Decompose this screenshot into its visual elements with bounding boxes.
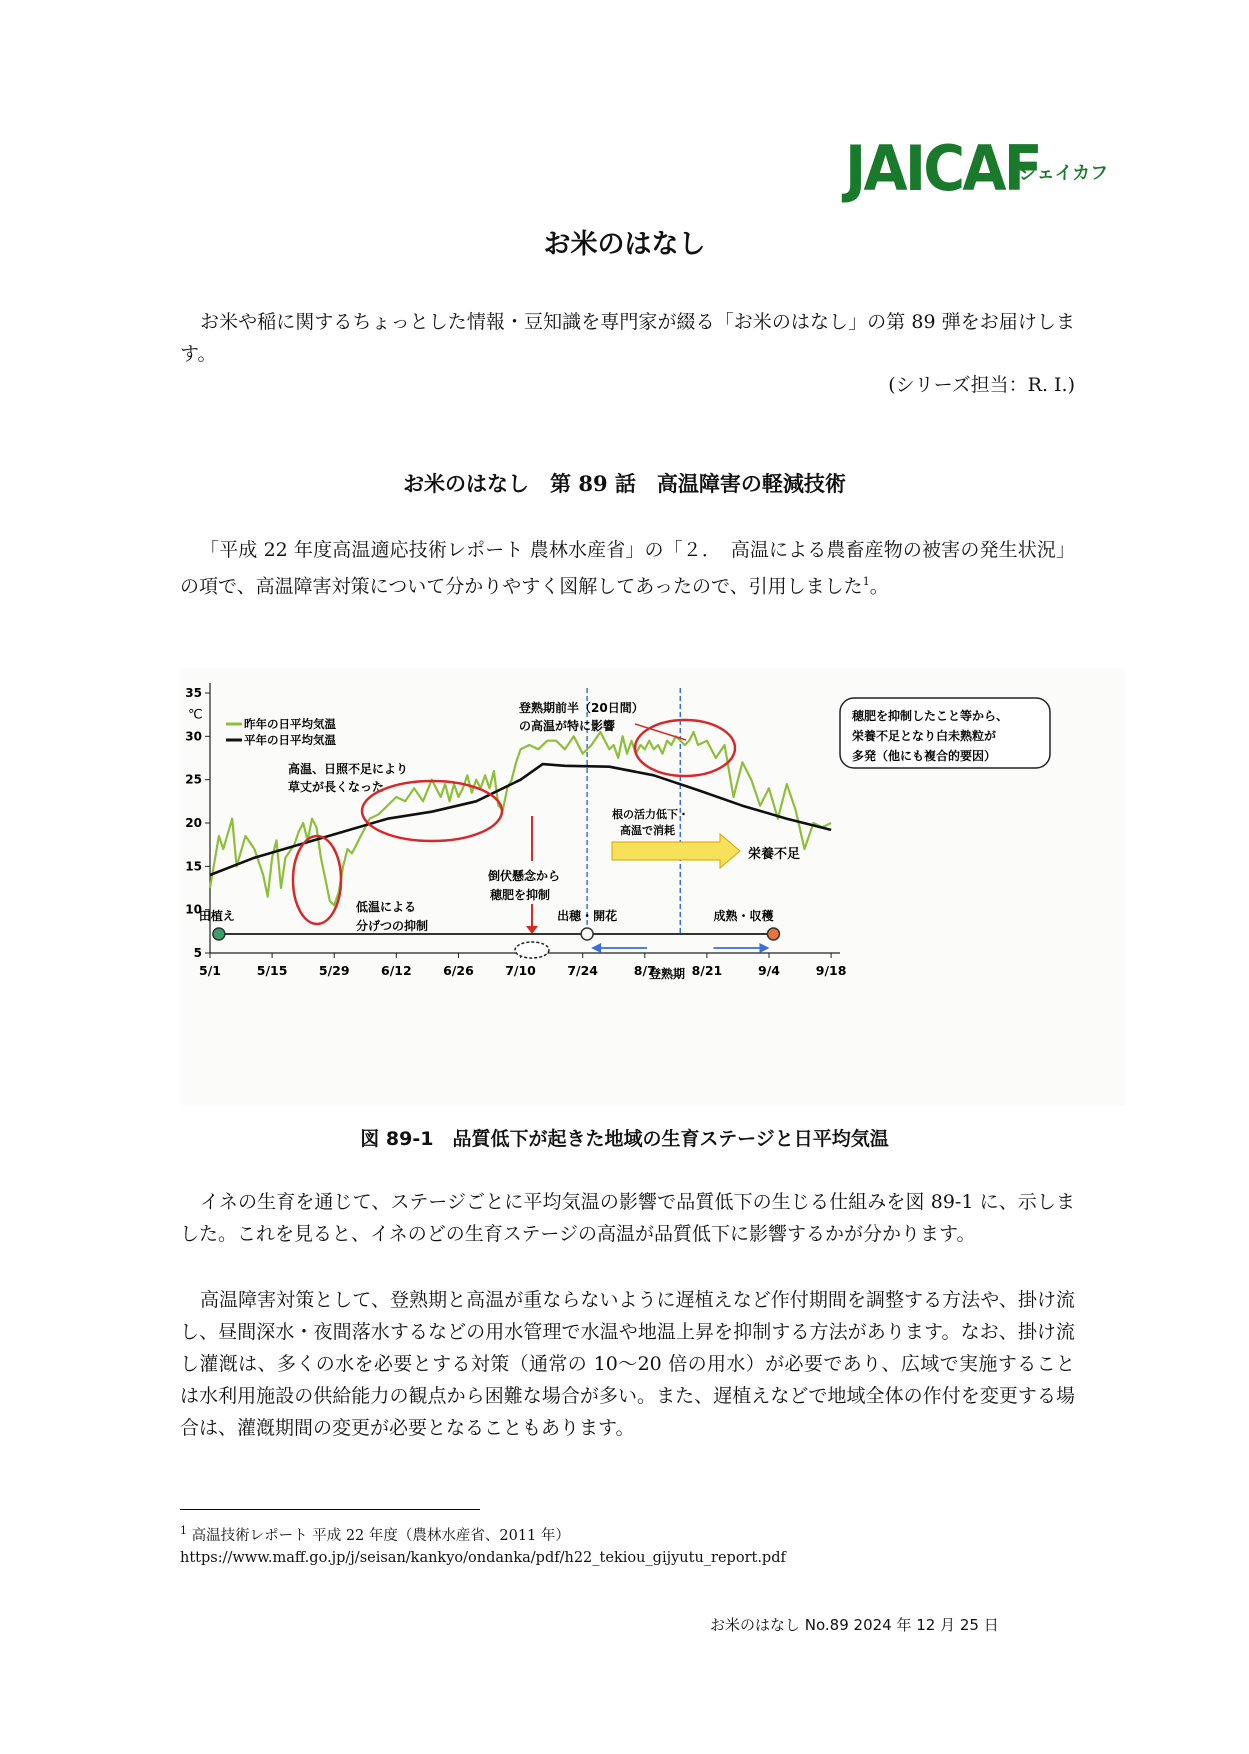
annotation-lodging-line2: 穂肥を抑制 — [490, 888, 551, 902]
annotation-box-line2: 栄養不足となり白未熟粒が — [852, 729, 997, 743]
annotation-heat-first-half-line2: の高温が特に影響 — [519, 719, 616, 733]
logo-kana: ジェイカフ — [1019, 163, 1109, 184]
x-tick-label: 7/10 — [505, 963, 536, 978]
topdress-marker — [515, 942, 549, 958]
jaicaf-logo — [845, 132, 1115, 205]
y-tick-label: 30 — [185, 729, 202, 744]
quote-end: 。 — [869, 575, 889, 598]
x-tick-label: 5/15 — [256, 963, 288, 978]
quote-text: 「平成 22 年度高温適応技術レポート 農林水産省」の「２． 高温による農畜産物の被害の発生状況」の項で、高温障害対策について分かりやすく図解してあったので、引用しました — [180, 539, 1075, 598]
legend-last-year: 昨年の日平均気温 — [244, 717, 336, 731]
footnote-divider — [180, 1509, 480, 1510]
annotation-nutrient-short: 栄養不足 — [748, 847, 801, 862]
annotation-tall-line2: 草丈が長くなった — [288, 780, 385, 794]
body-paragraph-2: 高温障害対策として、登熟期と高温が重ならないように遅植えなど作付期間を調整する方法や、掛け流し、昼間深水・夜間落水するなどの用水管理で水温や地温上昇を抑制する方法があります。なお、掛け流し灌漑は、多くの水を必要とする対策（通常の 10〜20 倍の用水）が必要であり、広域で実施することは水利用施設の供給能力の観点から困難な場合が多い。また、遅植えなどで地域全体の作付を変更する場合は、灌漑期間の変更が必要となることもあります。 — [180, 1289, 1075, 1439]
series-credit: (シリーズ担当：R. I.) — [888, 374, 1075, 396]
legend-normal-year: 平年の日平均気温 — [244, 733, 336, 747]
annotation-box-line1: 穂肥を抑制したこと等から、 — [852, 709, 1009, 723]
page-title: お米のはなし — [543, 229, 706, 260]
x-tick-label: 8/21 — [691, 963, 723, 978]
annotation-root-line1: 根の活力低下・ — [612, 808, 689, 821]
y-tick-label: 10 — [185, 902, 202, 917]
x-tick-label: 7/24 — [567, 963, 599, 978]
temperature-chart — [180, 668, 1125, 1105]
quote-paragraph — [180, 534, 1075, 602]
annotation-root-line2: 高温で消耗 — [620, 824, 675, 837]
footnote-url[interactable]: https://www.maff.go.jp/j/seisan/kankyo/ondanka/pdf/h22_tekiou_gijyutu_report.pdf — [180, 1549, 786, 1566]
annotation-box-line3: 多発（他にも複合的要因） — [852, 749, 997, 763]
stage-label: 出穂・開花 — [557, 909, 618, 923]
footnote — [180, 1520, 1080, 1569]
y-tick-label: 15 — [185, 859, 202, 874]
stage-label: 田植え — [198, 909, 235, 923]
page-footer: お米のはなし No.89 2024 年 12 月 25 日 — [710, 1616, 999, 1634]
footnote-text: 高温技術レポート 平成 22 年度（農林水産省、2011 年） — [191, 1527, 570, 1544]
figure-caption: 図 89-1 品質低下が起きた地域の生育ステージと日平均気温 — [360, 1128, 889, 1150]
annotation-cold-line1: 低温による — [356, 900, 417, 914]
stage-marker — [767, 928, 779, 940]
annotation-tall-line1: 高温、日照不足により — [288, 762, 409, 776]
article-title: お米のはなし 第 89 話 高温障害の軽減技術 — [403, 471, 846, 496]
stage-marker — [581, 928, 593, 940]
y-unit-label: ℃ — [188, 707, 203, 723]
x-tick-label: 9/18 — [815, 963, 847, 978]
annotation-lodging-line1: 倒伏懸念から — [488, 869, 561, 883]
x-tick-label: 8/7 — [633, 963, 656, 978]
annotation-cold-line2: 分げつの抑制 — [356, 919, 429, 933]
y-tick-label: 5 — [193, 946, 202, 960]
x-tick-label: 5/29 — [318, 963, 350, 978]
x-tick-label: 5/1 — [199, 963, 221, 978]
footnote-ref[interactable]: 1 — [862, 575, 870, 588]
x-tick-label: 6/12 — [381, 963, 412, 978]
body-paragraph-1: イネの生育を通じて、ステージごとに平均気温の影響で品質低下の生じる仕組みを図 89-1 に、示しました。これを見ると、イネのどの生育ステージの高温が品質低下に影響するかが分かります。 — [180, 1191, 1075, 1245]
stage-label: 成熟・収穫 — [713, 909, 774, 923]
annotation-heat-first-half-line1: 登熟期前半（20日間） — [519, 701, 644, 715]
y-tick-label: 20 — [185, 816, 202, 830]
intro-paragraph: お米や稲に関するちょっとした情報・豆知識を専門家が綴る「お米のはなし」の第 89 弾をお届けします。 — [180, 311, 1075, 365]
logo-wordmark: JAICAF — [845, 132, 1041, 205]
stage-marker — [213, 928, 225, 940]
x-tick-label: 9/4 — [758, 963, 780, 978]
y-tick-label: 25 — [185, 772, 202, 787]
stage-period-label: 登熟期 — [649, 967, 686, 981]
y-tick-label: 35 — [185, 686, 202, 700]
x-tick-label: 6/26 — [443, 963, 474, 978]
footnote-mark: 1 — [180, 1524, 187, 1537]
